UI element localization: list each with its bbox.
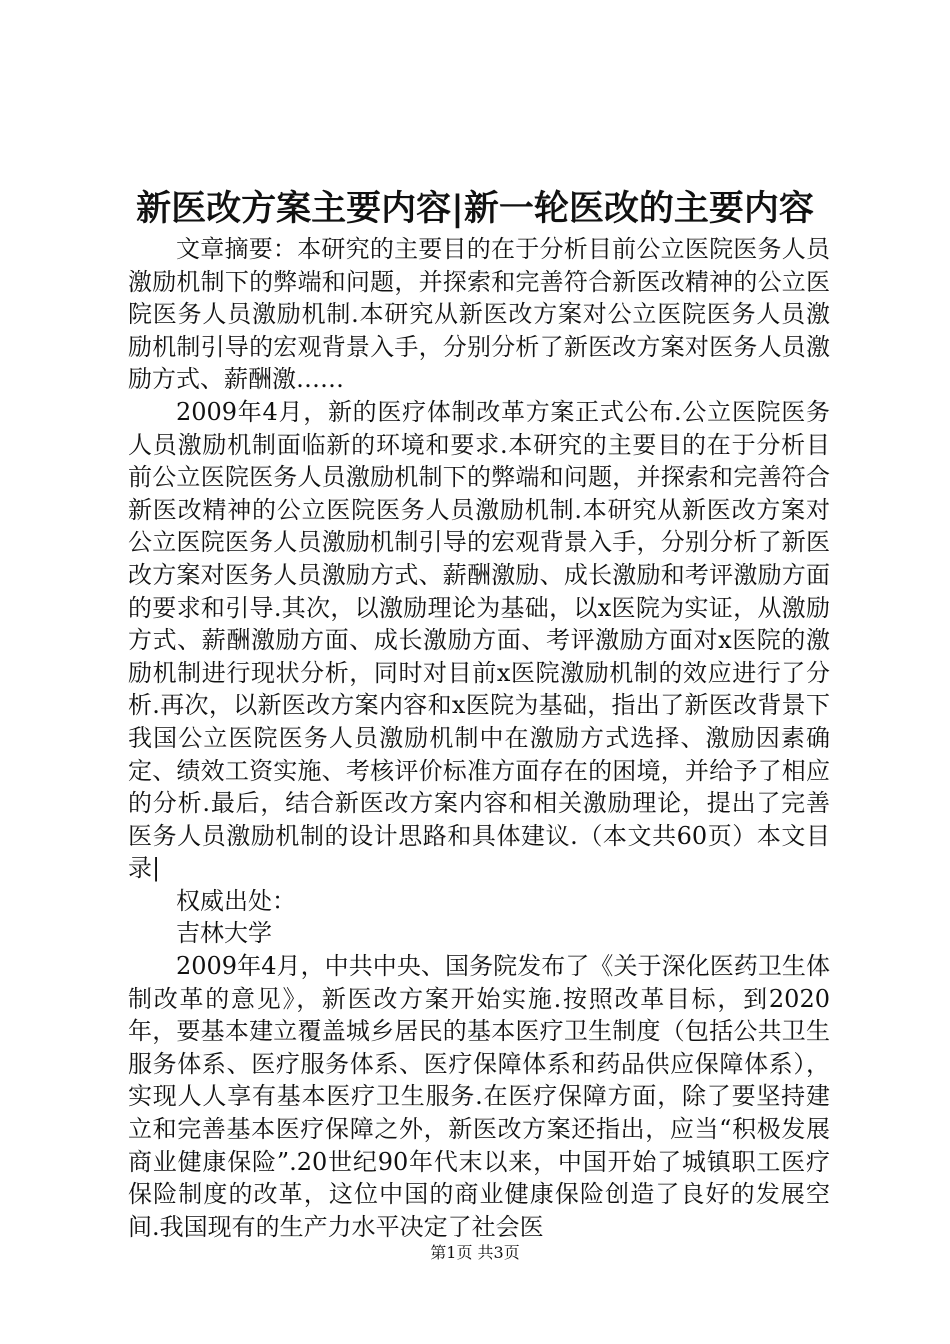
source-label: 权威出处： [176, 886, 296, 915]
document-body [128, 233, 830, 1243]
source-value: 吉林大学 [176, 919, 272, 948]
page-number: 第1页 共3页 [430, 1243, 520, 1262]
abstract-paragraph: 文章摘要：本研究的主要目的在于分析目前公立医院医务人员激励机制下的弊端和问题，并探索和完善符合新医改精神的公立医院医务人员激励机制.本研究从新医改方案对公立医院医务人员激励机制引导的宏观背景入手，分别分析了新医改方案对医务人员激励方式、薪酬激…… [128, 235, 830, 394]
body-paragraph: 2009年4月，中共中央、国务院发布了《关于深化医药卫生体制改革的意见》，新医改方案开始实施.按照改革目标，到2020年，要基本建立覆盖城乡居民的基本医疗卫生制度（包括公共卫生服务体系、医疗服务体系、医疗保障体系和药品供应保障体系），实现人人享有基本医疗卫生服务.在医疗保障方面，除了要坚持建立和完善基本医疗保障之外，新医改方案还指出，应当“积极发展商业健康保险”.20世纪90年代末以来，中国开始了城镇职工医疗保险制度的改革，这位中国的商业健康保险创造了良好的发展空间.我国现有的生产力水平决定了社会医 [128, 952, 830, 1241]
document-title: 新医改方案主要内容|新一轮医改的主要内容 [136, 188, 814, 229]
body-paragraph: 2009年4月，新的医疗体制改革方案正式公布.公立医院医务人员激励机制面临新的环境和要求.本研究的主要目的在于分析目前公立医院医务人员激励机制下的弊端和问题，并探索和完善符合新医改精神的公立医院医务人员激励机制.本研究从新医改方案对公立医院医务人员激励机制引导的宏观背景入手，分别分析了新医改方案对医务人员激励方式、薪酬激励、成长激励和考评激励方面的要求和引导.其次，以激励理论为基础，以x医院为实证，从激励方式、薪酬激励方面、成长激励方面、考评激励方面对x医院的激励机制进行现状分析，同时对目前x医院激励机制的效应进行了分析.再次，以新医改方案内容和x医院为基础，指出了新医改背景下我国公立医院医务人员激励机制中在激励方式选择、激励因素确定、绩效工资实施、考核评价标准方面存在的困境，并给予了相应的分析.最后，结合新医改方案内容和相关激励理论，提出了完善医务人员激励机制的设计思路和具体建议.（本文共60页）本文目录| [128, 397, 830, 883]
